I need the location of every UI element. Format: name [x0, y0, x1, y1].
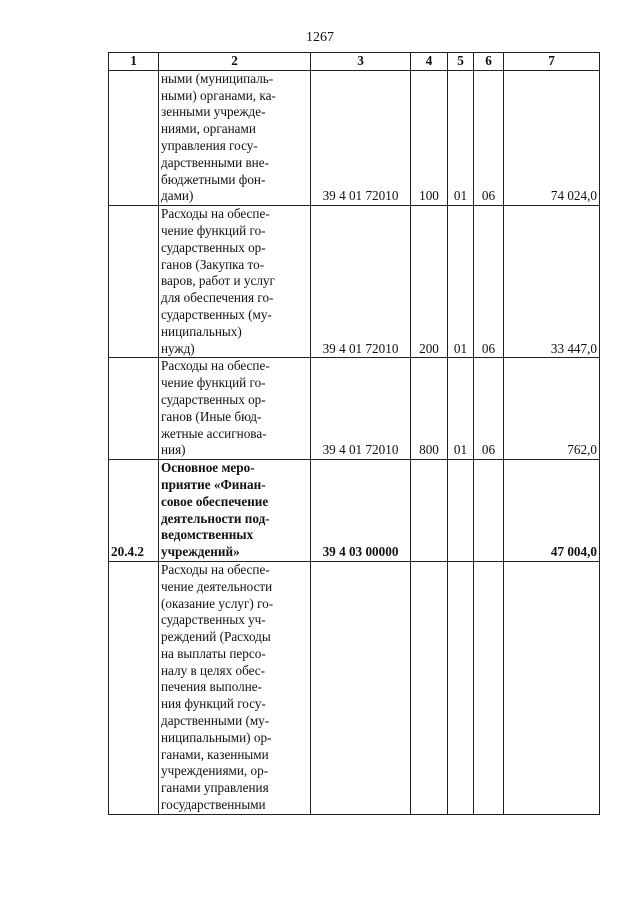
row-expense-type: 200	[411, 206, 448, 358]
budget-table	[108, 52, 600, 815]
row-subsection	[474, 460, 504, 562]
row-section	[448, 460, 474, 562]
row-subsection: 06	[474, 206, 504, 358]
column-header: 1	[109, 53, 159, 71]
row-expense-type	[411, 460, 448, 562]
row-code: 39 4 01 72010	[311, 358, 411, 460]
column-header: 6	[474, 53, 504, 71]
page-number: 1267	[306, 30, 334, 45]
column-header: 2	[159, 53, 311, 71]
row-code: 39 4 03 00000	[311, 460, 411, 562]
column-header: 3	[311, 53, 411, 71]
row-name: ными (муниципаль- ными) органами, ка- зенными учрежде- ниями, органами управления госу- дарственными вне- бюджетными фон- дами)	[159, 70, 311, 205]
row-section	[448, 561, 474, 814]
row-expense-type	[411, 561, 448, 814]
row-sum: 47 004,0	[504, 460, 600, 562]
row-subsection	[474, 561, 504, 814]
row-sum: 74 024,0	[504, 70, 600, 205]
row-subsection: 06	[474, 358, 504, 460]
row-number: 20.4.2	[109, 460, 159, 562]
row-sum: 33 447,0	[504, 206, 600, 358]
row-name: Основное меро- приятие «Финан- совое обеспечение деятельности под- ведомственных учреждений»	[159, 460, 311, 562]
row-number	[109, 561, 159, 814]
table-row-main-activity	[109, 460, 600, 562]
table-row	[109, 561, 600, 814]
table-header-row	[109, 53, 600, 71]
row-code	[311, 561, 411, 814]
row-section: 01	[448, 358, 474, 460]
row-name: Расходы на обеспе- чение функций го- сударственных ор- ганов (Закупка то- варов, работ и услуг для обеспечения го- сударственных (му- ниципальных) нужд)	[159, 206, 311, 358]
row-number	[109, 206, 159, 358]
row-expense-type: 100	[411, 70, 448, 205]
row-name: Расходы на обеспе- чение деятельности (оказание услуг) го- сударственных уч- реждений (Расходы на выплаты персо- налу в целях обес- печения выполне- ния функций госу- дарственными (му- ниципальными) ор- ганами, казенными учреждениями, ор- ганами управления государственными	[159, 561, 311, 814]
row-expense-type: 800	[411, 358, 448, 460]
row-section: 01	[448, 206, 474, 358]
table-row	[109, 70, 600, 205]
column-header: 7	[504, 53, 600, 71]
column-header: 4	[411, 53, 448, 71]
row-code: 39 4 01 72010	[311, 206, 411, 358]
row-section: 01	[448, 70, 474, 205]
row-number	[109, 358, 159, 460]
table-row	[109, 206, 600, 358]
row-code: 39 4 01 72010	[311, 70, 411, 205]
row-subsection: 06	[474, 70, 504, 205]
table-row	[109, 358, 600, 460]
column-header: 5	[448, 53, 474, 71]
row-sum: 762,0	[504, 358, 600, 460]
row-name: Расходы на обеспе- чение функций го- сударственных ор- ганов (Иные бюд- жетные ассигнова- ния)	[159, 358, 311, 460]
row-number	[109, 70, 159, 205]
row-sum	[504, 561, 600, 814]
